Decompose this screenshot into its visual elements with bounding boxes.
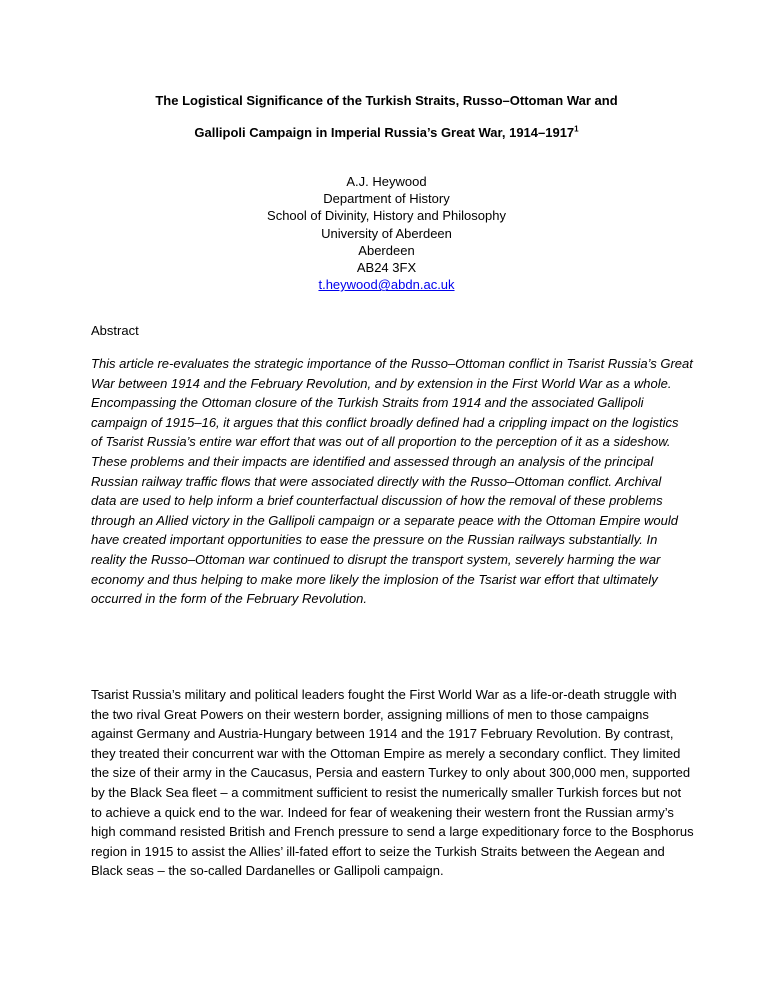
title-text-2: Gallipoli Campaign in Imperial Russia’s Great War, 1914–1917: [194, 125, 575, 140]
title-text-1: The Logistical Significance of the Turkish Straits, Russo–Ottoman War and: [155, 93, 618, 108]
author-postcode: AB24 3FX: [356, 260, 417, 276]
abstract-line: economy and thus helping to make more likely the implosion of the Tsarist war effort that ultimately: [91, 571, 658, 587]
abstract-line: Russian railway traffic flows that were associated directly with the Russo–Ottoman conflict. Archival: [91, 473, 662, 489]
intro-line: the size of their army in the Caucasus, Persia and eastern Turkey to only about 300,000 men, supported: [91, 765, 691, 781]
abstract-line: This article re-evaluates the strategic importance of the Russo–Ottoman conflict in Tsarist Russia’s Great: [91, 356, 693, 371]
intro-line: Tsarist Russia’s military and political leaders fought the First World War as a life-or-death struggle with: [91, 687, 677, 702]
intro-line: Black seas – the so-called Dardanelles or Gallipoli campaign.: [91, 863, 444, 879]
author-university: University of Aberdeen: [321, 225, 452, 241]
intro-line: high command resisted British and French pressure to send a large expeditionary force to the Bosphorus: [91, 824, 694, 840]
abstract-heading: Abstract: [91, 323, 139, 338]
author-name: A.J. Heywood: [346, 174, 427, 189]
paper-title-line-1: [40, 93, 733, 109]
abstract-line: of Tsarist Russia’s entire war effort that was out of all proportion to the perception of it as a sideshow.: [91, 434, 671, 450]
author-affiliation: [40, 173, 733, 293]
abstract-line: War between 1914 and the February Revolution, and by extension in the First World War as a whole.: [91, 375, 672, 391]
abstract-line: Encompassing the Ottoman closure of the Turkish Straits from 1914 and the associated Gallipoli: [91, 395, 644, 411]
intro-line: by the Black Sea fleet – a commitment sufficient to resist the numerically smaller Turkish forces but not: [91, 784, 682, 800]
abstract-line: campaign of 1915–16, it argues that this conflict broadly defined had a crippling impact on the logistics: [91, 414, 679, 430]
intro-paragraph: [91, 685, 694, 881]
intro-line: to achieve a quick end to the war. Indeed for fear of weakening their western front the Russian army’s: [91, 804, 674, 820]
author-email-link[interactable]: t.heywood@abdn.ac.uk: [318, 277, 455, 293]
abstract-line: reality the Russo–Ottoman war continued to disrupt the transport system, severely harming the war: [91, 551, 661, 567]
intro-line: region in 1915 to assist the Allies’ ill-fated effort to seize the Turkish Straits between the Aegean and: [91, 843, 665, 859]
author-school: School of Divinity, History and Philosophy: [267, 208, 506, 224]
author-city: Aberdeen: [358, 242, 415, 258]
abstract-line: occurred in the form of the February Revolution.: [91, 591, 368, 607]
abstract-body: [91, 354, 691, 609]
intro-line: the two rival Great Powers on their western border, assigning millions of men to those campaigns: [91, 706, 649, 722]
intro-line: they treated their concurrent war with the Ottoman Empire as merely a secondary conflict. They limited: [91, 745, 681, 761]
abstract-line: through an Allied victory in the Gallipoli campaign or a separate peace with the Ottoman Empire would: [91, 512, 678, 528]
intro-line: against Germany and Austria-Hungary between 1914 and the 1917 February Revolution. By contrast,: [91, 726, 674, 742]
abstract-line: data are used to help inform a brief counterfactual discussion of how the removal of these problems: [91, 493, 663, 509]
abstract-line: have created important opportunities to ease the pressure on the Russian railways substantially. In: [91, 532, 658, 548]
paper-title-line-2: [40, 125, 733, 141]
abstract-line: These problems and their impacts are identified and assessed through an analysis of the principal: [91, 453, 654, 469]
footnote-marker[interactable]: 1: [574, 124, 579, 134]
author-department: Department of History: [323, 191, 450, 207]
